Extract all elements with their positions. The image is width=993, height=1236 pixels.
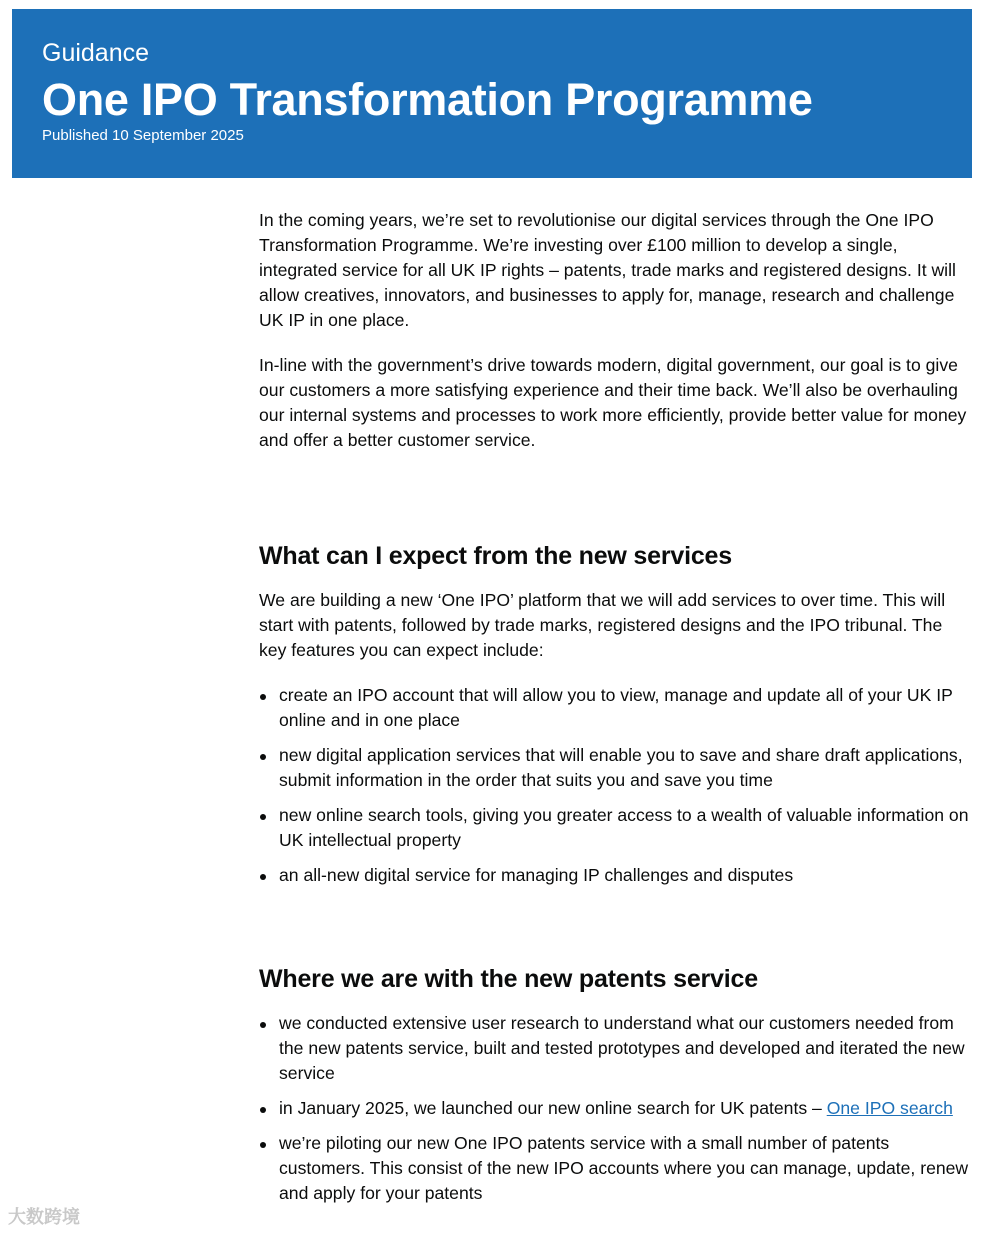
watermark-text: 大数跨境 [8, 1207, 80, 1227]
intro-paragraph: In the coming years, we’re set to revolutionise our digital services through the One IPO Transformation Programme. We’re investing over £100 million to develop a single, integrated service for all UK IP rights – patents, trade marks and registered designs. It will allow creatives, innovators, and businesses to apply for, manage, research and challenge UK IP in one place. [259, 210, 956, 330]
section-paragraph: We are building a new ‘One IPO’ platform that we will add services to over time. This will start with patents, followed by trade marks, registered designs and the IPO tribunal. The key features you can expect include: [259, 590, 946, 660]
list-item [259, 1096, 973, 1121]
patents-status-list [259, 1011, 973, 1206]
list-item: new digital application services that will enable you to save and share draft applications, submit information in the order that suits you and save you time [259, 743, 973, 793]
published-date: Published 10 September 2025 [42, 127, 244, 144]
one-ipo-search-link[interactable]: One IPO search [826, 1098, 953, 1118]
list-item-text: in January 2025, we launched our new online search for UK patents – [279, 1098, 827, 1118]
watermark-logo [8, 1203, 80, 1231]
list-item: create an IPO account that will allow you to view, manage and update all of your UK IP online and in one place [259, 683, 973, 733]
main-content [259, 208, 973, 1226]
list-item: an all-new digital service for managing IP challenges and disputes [259, 863, 973, 888]
list-item: we’re piloting our new One IPO patents service with a small number of patents customers. This consist of the new IPO accounts where you can manage, update, renew and apply for your patents [259, 1131, 973, 1206]
section-heading-expect: What can I expect from the new services [259, 542, 732, 570]
list-item: we conducted extensive user research to understand what our customers needed from the new patents service, built and tested prototypes and developed and iterated the new service [259, 1011, 973, 1086]
expect-feature-list [259, 683, 973, 888]
intro-paragraph: In-line with the government’s drive towards modern, digital government, our goal is to give our customers a more satisfying experience and their time back. We’ll also be overhauling our internal systems and processes to work more efficiently, provide better value for money and offer a better customer service. [259, 355, 967, 450]
page-header [12, 9, 972, 178]
page-title: One IPO Transformation Programme [42, 74, 813, 125]
page-caption: Guidance [42, 39, 150, 67]
section-heading-patents: Where we are with the new patents service [259, 965, 758, 993]
list-item: new online search tools, giving you greater access to a wealth of valuable information on UK intellectual property [259, 803, 973, 853]
